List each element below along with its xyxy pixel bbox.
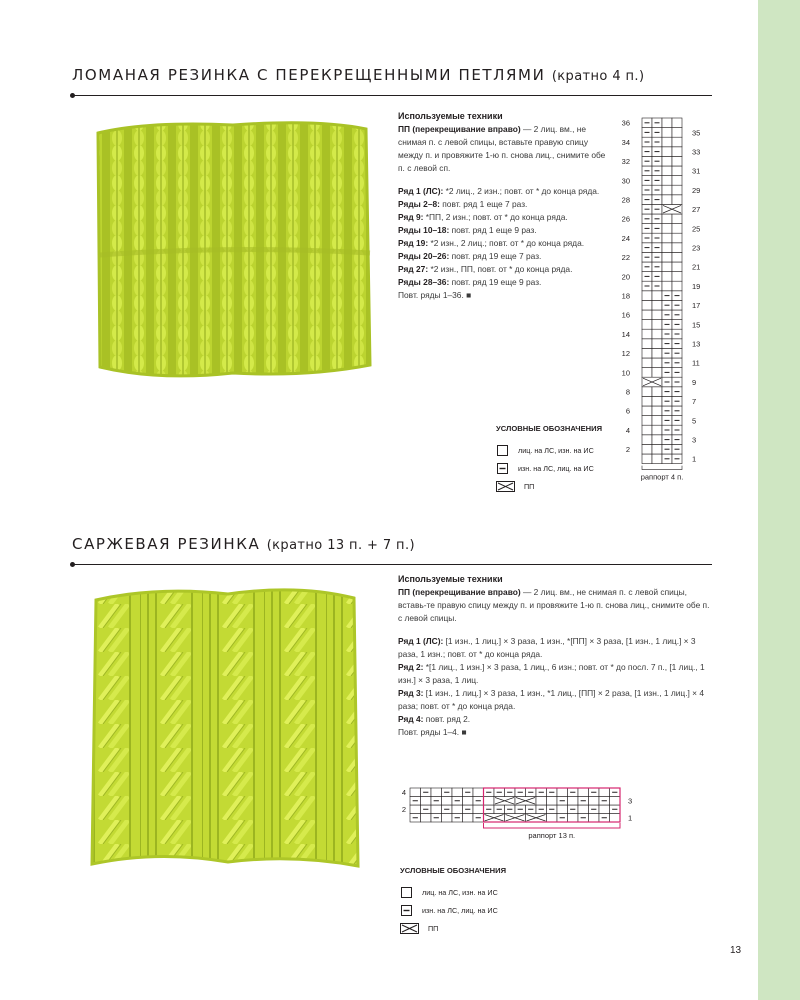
row-number-right: 7 [692, 397, 697, 407]
section2-chart-svg [398, 784, 648, 844]
row-number-left: 26 [621, 214, 630, 224]
side-color-strip [758, 0, 800, 1000]
row-label: Ряды 10–18: [398, 225, 450, 235]
section2-technique-desc: — 2 лиц. вм., не снимая п. с левой спицы, вставь-те правую спицу между п. и провяжите 1-ю п. снова лиц., снимите обе п. с левой спицы. [398, 587, 710, 623]
legend-item [496, 459, 602, 477]
knit-cell [642, 300, 652, 310]
section2-technique [398, 586, 710, 625]
section2-title-text: САРЖЕВАЯ РЕЗИНКА [72, 535, 261, 553]
knit-cell [652, 339, 662, 349]
legend-text: лиц. на ЛС, изн. на ИС [518, 445, 594, 455]
knit-cell [442, 814, 453, 823]
row-number-left: 30 [621, 176, 630, 186]
section2-rows [398, 635, 710, 739]
knit-cell [662, 128, 672, 138]
knit-cell [672, 176, 682, 186]
knit-square-icon [496, 445, 510, 456]
row-number-left: 14 [621, 329, 630, 339]
row-number-left: 24 [621, 233, 630, 243]
knit-cell [568, 797, 579, 806]
row-number-right: 9 [692, 377, 697, 387]
section1-row [398, 250, 610, 263]
row-text: повт. ряд 19 еще 7 раз. [449, 251, 542, 261]
section1-legend-title: УСЛОВНЫЕ ОБОЗНАЧЕНИЯ [496, 424, 603, 433]
knit-cell [672, 233, 682, 243]
knit-cell [672, 252, 682, 262]
section1-technique-desc: — 2 лиц. вм., не снимая п. с левой спицы, вставьте правую спицу между п. и провяжите 1-ю п. снова лиц., снимите обе п. с левой сп. [398, 124, 606, 173]
knit-cell [662, 252, 672, 262]
knit-cell [672, 281, 682, 291]
knit-cell [642, 368, 652, 378]
row-number-right: 5 [692, 416, 697, 426]
legend-text: изн. на ЛС, лиц. на ИС [518, 463, 594, 473]
row-number-right: 3 [692, 435, 697, 445]
knit-square-icon [400, 887, 414, 898]
knit-cell [642, 454, 652, 464]
knit-cell [672, 147, 682, 157]
section2-technique-name: ПП (перекрещивание вправо) [398, 587, 521, 597]
knit-cell [547, 814, 558, 823]
section1-row [398, 198, 610, 211]
knit-cell [642, 444, 652, 454]
section2-row [398, 635, 710, 661]
row-number-left: 2 [625, 445, 630, 455]
knit-cell [662, 262, 672, 272]
row-number-right: 3 [628, 796, 633, 806]
knit-cell [642, 339, 652, 349]
knit-cell [652, 310, 662, 320]
section1-title-text: ЛОМАНАЯ РЕЗИНКА С ПЕРЕКРЕЩЕННЫМИ ПЕТЛЯМИ [72, 66, 546, 84]
knit-cell [652, 358, 662, 368]
section1-divider [72, 95, 712, 96]
divider-dot [70, 562, 75, 567]
knit-cell [672, 195, 682, 205]
knit-cell [672, 224, 682, 234]
legend-text: ПП [524, 481, 535, 491]
knit-cell [557, 788, 568, 797]
chart-caption: раппорт 13 п. [528, 831, 576, 840]
knit-cell [410, 788, 421, 797]
row-label: Ряды 2–8: [398, 199, 440, 209]
row-text: повт. ряд 1 еще 7 раз. [439, 199, 528, 209]
row-number-right: 33 [692, 147, 701, 157]
cross-stitch-icon [496, 481, 516, 492]
knit-cell [652, 329, 662, 339]
row-number-left: 10 [621, 368, 630, 378]
knit-cell [589, 814, 600, 823]
knit-cell [599, 788, 610, 797]
row-number-right: 11 [692, 358, 700, 368]
knit-cell [642, 416, 652, 426]
legend-item [496, 477, 602, 495]
knit-cell [557, 805, 568, 814]
row-label: Ряды 28–36: [398, 277, 450, 287]
knit-cell [662, 272, 672, 282]
row-number-left: 4 [401, 788, 406, 798]
section1-row [398, 263, 610, 276]
knit-cell [473, 805, 484, 814]
row-label: Ряды 20–26: [398, 251, 450, 261]
section1-subtitle: (кратно 4 п.) [551, 69, 645, 84]
section2-title [72, 535, 415, 553]
knit-cell [536, 797, 547, 806]
legend-item [400, 901, 506, 919]
row-label: Ряд 19: [398, 238, 429, 248]
section2-legend [400, 866, 506, 937]
knit-cell [672, 156, 682, 166]
section1-chart [610, 110, 720, 490]
knit-cell [662, 156, 672, 166]
knit-cell [662, 243, 672, 253]
knit-cell [589, 797, 600, 806]
section1-techniques-heading: Используемые техники [398, 111, 503, 121]
row-label: Ряд 2: [398, 662, 424, 672]
knit-cell [642, 387, 652, 397]
knit-cell [642, 406, 652, 416]
knit-cell [578, 805, 589, 814]
cross-stitch-icon [400, 923, 420, 934]
knit-cell [652, 425, 662, 435]
knit-cell [442, 797, 453, 806]
row-number-left: 20 [621, 272, 630, 282]
knit-cell [642, 396, 652, 406]
row-number-left: 28 [621, 195, 630, 205]
knit-cell [662, 233, 672, 243]
knit-cell [662, 281, 672, 291]
row-number-right: 1 [692, 454, 697, 464]
row-text: *2 лиц., 2 изн.; повт. от * до конца ряда. [443, 186, 600, 196]
knit-cell [652, 406, 662, 416]
row-number-right: 29 [692, 185, 701, 195]
knit-cell [421, 814, 432, 823]
knit-cell [672, 166, 682, 176]
knit-cell [452, 788, 463, 797]
row-text: [1 изн., 1 лиц.] × 3 раза, 1 изн., *[ПП] × 3 раза, [1 изн., 1 лиц.] × 3 раза, 1 изн.; повт. от * до конца ряда. [398, 636, 696, 659]
row-text: *ПП, 2 изн.; повт. от * до конца ряда. [423, 212, 568, 222]
knit-cell [662, 195, 672, 205]
section2-swatch-photo [78, 580, 368, 880]
knit-cell [672, 118, 682, 128]
knit-cell [672, 272, 682, 282]
knit-cell [662, 147, 672, 157]
knit-cell [652, 435, 662, 445]
row-label: Ряд 1 (ЛС): [398, 186, 444, 196]
knit-cell [642, 348, 652, 358]
row-number-left: 32 [621, 157, 630, 167]
knit-cell [652, 416, 662, 426]
section2-row [398, 661, 710, 687]
knit-cell [652, 348, 662, 358]
knit-cell [662, 214, 672, 224]
purl-dash-icon [400, 905, 414, 916]
row-number-left: 22 [621, 253, 630, 263]
page-number: 13 [730, 945, 742, 956]
knit-cell [662, 118, 672, 128]
row-text: *[1 лиц., 1 изн.] × 3 раза, 1 лиц., 6 изн.; повт. от * до посл. 7 п., [1 лиц., 1 изн.] × 3 раза, 1 лиц. [398, 662, 705, 685]
knit-cell [652, 368, 662, 378]
section2-row [398, 713, 710, 726]
knit-cell [642, 435, 652, 445]
row-text: повт. ряд 1 еще 9 раз. [449, 225, 537, 235]
knit-cell [484, 797, 495, 806]
knit-cell [473, 788, 484, 797]
knit-cell [568, 814, 579, 823]
knit-cell [642, 291, 652, 301]
knit-cell [662, 137, 672, 147]
knit-cell [652, 444, 662, 454]
divider-dot [70, 93, 75, 98]
section1-legend [496, 424, 602, 495]
knit-cell [410, 805, 421, 814]
knit-cell [578, 788, 589, 797]
knit-cell [610, 814, 621, 823]
legend-text: изн. на ЛС, лиц. на ИС [422, 905, 498, 915]
row-number-right: 13 [692, 339, 701, 349]
knit-cell [642, 425, 652, 435]
chart-caption: раппорт 4 п. [640, 472, 684, 482]
knit-cell [642, 310, 652, 320]
section2-legend-title: УСЛОВНЫЕ ОБОЗНАЧЕНИЯ [400, 866, 507, 875]
knit-cell [599, 805, 610, 814]
section1-rows [398, 185, 610, 302]
knit-cell [642, 329, 652, 339]
repeat-bracket [642, 466, 682, 470]
knit-cell [662, 185, 672, 195]
legend-item [496, 441, 602, 459]
row-number-left: 6 [625, 406, 630, 416]
knit-cell [672, 262, 682, 272]
section2-repeat: Повт. ряды 1–4. ■ [398, 727, 467, 737]
section2-divider [72, 564, 712, 565]
row-number-right: 19 [692, 281, 701, 291]
row-number-right: 23 [692, 243, 701, 253]
section1-row [398, 276, 610, 289]
row-label: Ряд 3: [398, 688, 424, 698]
section2-instructions [398, 573, 710, 739]
row-number-right: 21 [692, 262, 701, 272]
row-number-right: 25 [692, 224, 701, 234]
section2-subtitle: (кратно 13 п. + 7 п.) [266, 538, 415, 553]
section1-technique [398, 123, 610, 175]
row-text: *2 изн., ПП, повт. от * до конца ряда. [428, 264, 573, 274]
section1-row [398, 211, 610, 224]
legend-item [400, 919, 506, 937]
row-text: повт. ряд 2. [423, 714, 471, 724]
section2-row [398, 687, 710, 713]
knit-cell [662, 166, 672, 176]
section2-chart [398, 784, 648, 844]
knit-cell [672, 185, 682, 195]
section1-row [398, 237, 610, 250]
row-number-right: 17 [692, 301, 701, 311]
knit-cell [452, 805, 463, 814]
section2-techniques-heading: Используемые техники [398, 574, 503, 584]
section1-swatch-photo [88, 115, 378, 385]
knit-cell [662, 224, 672, 234]
repeat-bracket [484, 823, 621, 828]
row-number-left: 36 [621, 118, 630, 128]
row-number-left: 2 [401, 805, 406, 815]
knit-cell [463, 797, 474, 806]
section1-instructions [398, 110, 610, 302]
knit-cell [642, 358, 652, 368]
knit-cell [652, 454, 662, 464]
knit-cell [672, 128, 682, 138]
row-label: Ряд 27: [398, 264, 429, 274]
knit-cell [421, 797, 432, 806]
section1-row [398, 224, 610, 237]
row-number-left: 18 [621, 291, 630, 301]
row-number-right: 15 [692, 320, 701, 330]
purl-dash-icon [496, 463, 510, 474]
row-label: Ряд 1 (ЛС): [398, 636, 444, 646]
legend-text: ПП [428, 923, 439, 933]
knit-cell [672, 243, 682, 253]
row-label: Ряд 4: [398, 714, 424, 724]
knit-cell [672, 214, 682, 224]
knit-cell [652, 387, 662, 397]
knit-cell [652, 291, 662, 301]
section1-repeat: Повт. ряды 1–36. ■ [398, 290, 472, 300]
legend-item [400, 883, 506, 901]
row-number-left: 8 [625, 387, 630, 397]
knit-cell [652, 320, 662, 330]
knit-cell [652, 300, 662, 310]
row-number-right: 27 [692, 205, 701, 215]
legend-text: лиц. на ЛС, изн. на ИС [422, 887, 498, 897]
row-number-right: 31 [692, 166, 701, 176]
row-number-right: 1 [628, 813, 633, 823]
row-number-left: 4 [625, 425, 630, 435]
row-number-left: 12 [621, 349, 630, 359]
knit-cell [652, 396, 662, 406]
knit-cell [463, 814, 474, 823]
row-number-left: 16 [621, 310, 630, 320]
knit-cell [642, 320, 652, 330]
knit-cell [431, 788, 442, 797]
row-text: *2 изн., 2 лиц.; повт. от * до конца ряда. [428, 238, 585, 248]
knit-cell [547, 797, 558, 806]
knit-cell [672, 137, 682, 147]
section1-chart-svg [610, 110, 720, 490]
knit-cell [662, 176, 672, 186]
row-label: Ряд 9: [398, 212, 424, 222]
section1-title [72, 66, 644, 84]
knit-cell [610, 797, 621, 806]
row-text: повт. ряд 19 еще 9 раз. [449, 277, 542, 287]
row-number-left: 34 [621, 137, 630, 147]
section1-row [398, 185, 610, 198]
row-text: [1 изн., 1 лиц.] × 3 раза, 1 изн., *1 лиц., [ПП] × 2 раза, [1 изн., 1 лиц.] × 4 раза; повт. от * до конца ряда. [398, 688, 705, 711]
section1-technique-name: ПП (перекрещивание вправо) [398, 124, 521, 134]
row-number-right: 35 [692, 128, 701, 138]
knit-cell [431, 805, 442, 814]
